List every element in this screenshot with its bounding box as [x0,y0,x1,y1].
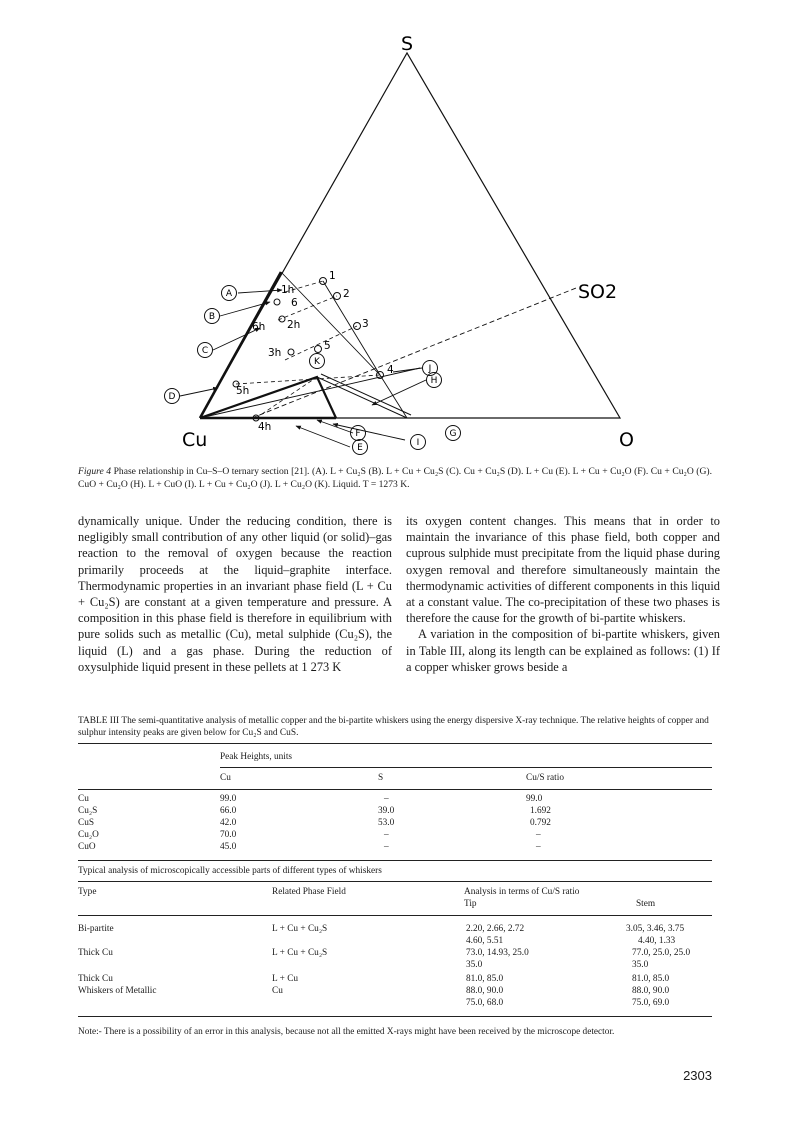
circled-label-c: C [201,346,209,356]
figure-caption [78,465,712,491]
circled-label-j: J [428,364,432,374]
circled-label-a: A [225,289,233,299]
table-cell: – [384,830,389,840]
table-cell: 66.0 [220,806,237,816]
table-rule [78,860,712,861]
dashed-line [236,375,380,384]
circled-label-e: E [357,443,363,453]
circled-label-f: F [355,429,361,439]
point-label-6: 6 [291,297,298,309]
circled-label-h: H [430,376,438,386]
table-cell: – [384,842,389,852]
point-label-2h: 2h [287,319,301,331]
table-cell: 0.792 [530,818,551,828]
table-rule [78,915,712,916]
table-sec-field: L + Cu + Cu₂S [272,948,328,958]
table-sec-stem: 4.40, 1.33 [638,936,676,946]
body-paragraph: its oxygen content changes. This means that in order to maintain the invariance of this phase field, both copper and cuprous sulphide must precipitate from the liquid phase during oxygen removal and therefore simultaneously maintain the thermodynamic activities of different components in this liquid at a constant value. The co-precipitation of these two phases is therefore the cause for the growth of bi-partite whiskers. [406,514,720,626]
table-sec-header-type: Type [78,887,97,897]
table-sec-header-stem: Stem [636,899,656,909]
point-label-1h: 1h [281,284,295,296]
table-sec-tip: 75.0, 68.0 [466,998,504,1008]
table-cell: 42.0 [220,818,237,828]
body-paragraph: A variation in the composition of bi-partite whiskers, given in Table III, along its length can be explained as follows: (1) If a copper whisker grows beside a [406,627,720,674]
table-rule [78,743,712,744]
table-sec-type: Bi-partite [78,924,114,934]
table-caption-label: TABLE III [78,716,120,726]
point-label-3: 3 [362,318,369,330]
phase-diagram [0,0,792,470]
table-sec-type: Thick Cu [78,974,113,984]
table-sec-field: L + Cu + Cu₂S [272,924,328,934]
point-label-3h: 3h [268,347,282,359]
table-sec-tip: 88.0, 90.0 [466,986,504,996]
point-label-1: 1 [329,270,336,282]
figure-caption-label: Figure 4 [78,466,112,477]
table-sec-stem: 75.0, 69.0 [632,998,670,1008]
table-note: Note:- There is a possibility of an error in this analysis, because not all the emitted X-rays might have been received by the microscope detector. [78,1027,615,1037]
arrow-h [372,380,426,405]
point-label-5: 5 [324,340,331,352]
table-row-name: CuS [78,818,95,828]
table-cell: 45.0 [220,842,237,852]
table-rule [220,767,712,768]
table-sec-field: Cu [272,986,283,996]
table-group-header: Peak Heights, units [220,752,293,762]
body-paragraph: dynamically unique. Under the reducing condition, there is negligibly small contribution of any other liquid (or solid)–gas reaction to the removal of oxygen because the reaction primarily proceeds at the liquid–graphite interface. Thermodynamic properties in an invariant phase field (L + Cu + Cu₂S) are constant at a given temperature and pressure. A composition in this phase field is therefore in equilibrium with pure solids such as metallic (Cu), metal sulphide (Cu₂S), the liquid (L) and a gas phase. During the reduction of oxysulphide liquid present in these pellets at 1 273 K [78,514,392,674]
point-label-2: 2 [343,288,350,300]
triangle-edge [200,53,620,418]
arrow-f [317,420,353,433]
table-sec-tip: 4.60, 5.51 [466,936,504,946]
circled-label-k: K [314,357,320,367]
table-sec-type: Whiskers of Metallic [78,986,157,996]
table-cell: 70.0 [220,830,237,840]
table-row-name: Cu₂S [78,806,98,816]
arrow-a [238,290,282,293]
vertex-label-s: S [401,33,414,55]
table-cell: – [536,842,541,852]
table-row-name: Cu [78,794,89,804]
point-label-4h: 4h [258,421,272,433]
table-cell: 1.692 [530,806,551,816]
arrow-i [333,424,405,440]
table-sec-stem: 81.0, 85.0 [632,974,670,984]
table-sec-type: Thick Cu [78,948,113,958]
vertex-label-so2: SO2 [578,281,618,303]
table-cell: 39.0 [378,806,395,816]
point-label-5h: 5h [236,385,250,397]
arrow-j [393,368,422,372]
table-sec-tip: 2.20, 2.66, 2.72 [466,924,525,934]
page-number: 2303 [683,1068,712,1083]
double-line [317,377,407,418]
body-column-left [78,513,392,675]
body-column-right [406,513,720,675]
dashed-line [256,377,317,418]
table-sec-stem: 35.0 [632,960,649,970]
tie-line [323,281,380,375]
table-section-title: Typical analysis of microscopically accessible parts of different types of whiskers [78,866,382,876]
point-label-4: 4 [387,364,394,376]
table-cell: 99.0 [220,794,237,804]
figure-caption-text: Phase relationship in Cu–S–O ternary section [21]. (A). L + Cu₂S (B). L + Cu + Cu₂S (C). Cu + Cu₂S (D). L + Cu (E). L + Cu + Cu₂O (F). Cu + Cu₂O (G). CuO + Cu₂O (H). L + CuO (I). L + Cu + Cu₂O (J). L + Cu₂O (K). Liquid. T = 1273 K. [78,466,713,490]
table-cell: 99.0 [526,794,543,804]
table-rule [78,881,712,882]
table-cell: – [384,794,389,804]
table-sec-header-analysis: Analysis in terms of Cu/S ratio [464,887,580,897]
table-col-header-ratio: Cu/S ratio [526,773,564,783]
table-sec-tip: 73.0, 14.93, 25.0 [466,948,529,958]
table-sec-header-field: Related Phase Field [272,887,346,897]
table-caption [78,715,714,739]
table-sec-tip: 35.0 [466,960,483,970]
table-sec-field: L + Cu [272,974,299,984]
table-sec-stem: 88.0, 90.0 [632,986,670,996]
table-row-name: Cu₂O [78,830,99,840]
vertex-label-o: O [619,429,634,451]
circled-label-i: I [416,438,420,448]
table-col-header-cu: Cu [220,773,231,783]
point-label-6h: 6h [252,321,266,333]
table-cell: 53.0 [378,818,395,828]
circled-label-b: B [208,312,216,322]
table-caption-text: The semi-quantitative analysis of metallic copper and the bi-partite whiskers using the energy dispersive X-ray technique. The relative heights of copper and sulphur intensity peaks are given below for Cu₂S and CuS. [78,716,709,738]
table-sec-stem: 77.0, 25.0, 25.0 [632,948,691,958]
circled-label-g: G [449,429,457,439]
vertex-label-cu: Cu [182,429,208,451]
table-rule [78,789,712,790]
table-sec-tip: 81.0, 85.0 [466,974,504,984]
table-sec-header-tip: Tip [464,899,477,909]
table-rule [78,1016,712,1017]
circled-label-d: D [168,392,176,402]
table-sec-stem: 3.05, 3.46, 3.75 [626,924,685,934]
table-col-header-s: S [378,773,384,783]
table-row-name: CuO [78,842,96,852]
table-cell: – [536,830,541,840]
